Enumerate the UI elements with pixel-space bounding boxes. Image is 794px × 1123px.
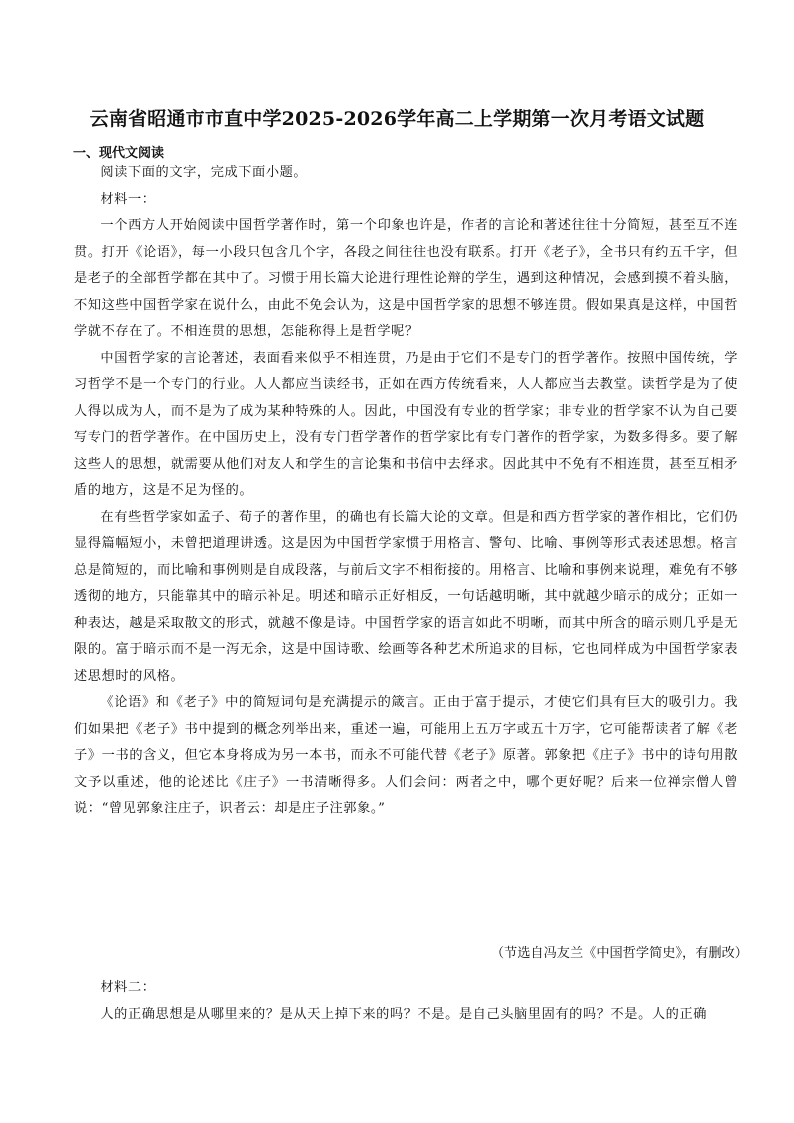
paragraph-4: 《论语》和《老子》中的简短词句是充满提示的箴言。正由于富于提示，才使它们具有巨大的吸引力。我们如果把《老子》书中提到的概念列举出来，重述一遍，可能用上五万字或五十万字，它可能帮读者了解《老子》一书的含义，但它本身将成为另一本书，而永不可能代替《老子》原著。郭象把《庄子》书中的诗句用散文予以重述，他的论述比《庄子》一书清晰得多。人们会问：两者之中，哪个更好呢？后来一位禅宗僧人曾说：“曾见郭象注庄子，识者云：却是庄子注郭象。” <box>74 695 738 816</box>
section-heading: 一、现代文阅读 <box>73 146 165 161</box>
paragraph-3: 在有些哲学家如孟子、荀子的著作里，的确也有长篇大论的文章。但是和西方哲学家的著作相比，它们仍显得篇幅短小，未曾把道理讲透。这是因为中国哲学家惯于用格言、警句、比喻、事例等形式表述思想。格言总是简短的，而比喻和事例则是自成段落，与前后文字不相衔接的。用格言、比喻和事例来说理，难免有不够透彻的地方，只能靠其中的暗示补足。明述和暗示正好相反，一句话越明晰，其中就越少暗示的成分；正如一种表达，越是采取散文的形式，就越不像是诗。中国哲学家的语言如此不明晰，而其中所含的暗示则几乎是无限的。富于暗示而不是一泻无余，这是中国诗歌、绘画等各种艺术所追求的目标，它也同样成为中国哲学家表述思想时的风格。 <box>74 509 738 684</box>
page-title: 云南省昭通市市直中学2025-2026学年高二上学期第一次月考语文试题 <box>89 108 705 130</box>
source-note: （节选自冯友兰《中国哲学简史》，有删改） <box>490 946 748 961</box>
instruction-text: 阅读下面的文字，完成下面小题。 <box>100 165 308 180</box>
intro-block <box>74 160 738 823</box>
material-one-label: 材料一： <box>100 191 156 207</box>
material-two-label: 材料二： <box>100 980 156 995</box>
material-two-text: 人的正确思想是从哪里来的？是从天上掉下来的吗？不是。是自己头脑里固有的吗？不是。人的正确 <box>100 1006 708 1022</box>
paragraph-1: 一个西方人开始阅读中国哲学著作时，第一个印象也许是，作者的言论和著述往往十分简短，甚至互不连贯。打开《论语》，每一小段只包含几个字，各段之间往往也没有联系。打开《老子》，全书只有约五千字，但是老子的全部哲学都在其中了。习惯于用长篇大论进行理性论辩的学生，遇到这种情况，会感到摸不着头脑，不知这些中国哲学家在说什么，由此不免会认为，这是中国哲学家的思想不够连贯。假如果真是这样，中国哲学就不存在了。不相连贯的思想，怎能称得上是哲学呢？ <box>74 218 738 339</box>
material-two-block <box>74 975 738 1028</box>
paragraph-2: 中国哲学家的言论著述，表面看来似乎不相连贯，乃是由于它们不是专门的哲学著作。按照中国传统，学习哲学不是一个专门的行业。人人都应当读经书，正如在西方传统看来，人人都应当去教堂。读哲学是为了使人得以成为人，而不是为了成为某种特殊的人。因此，中国没有专业的哲学家；非专业的哲学家不认为自己要写专门的哲学著作。在中国历史上，没有专门哲学著作的哲学家比有专门著作的哲学家，为数多得多。要了解这些人的思想，就需要从他们对友人和学生的言论集和书信中去绎求。因此其中不免有不相连贯，甚至互相矛盾的地方，这是不足为怪的。 <box>74 350 738 498</box>
